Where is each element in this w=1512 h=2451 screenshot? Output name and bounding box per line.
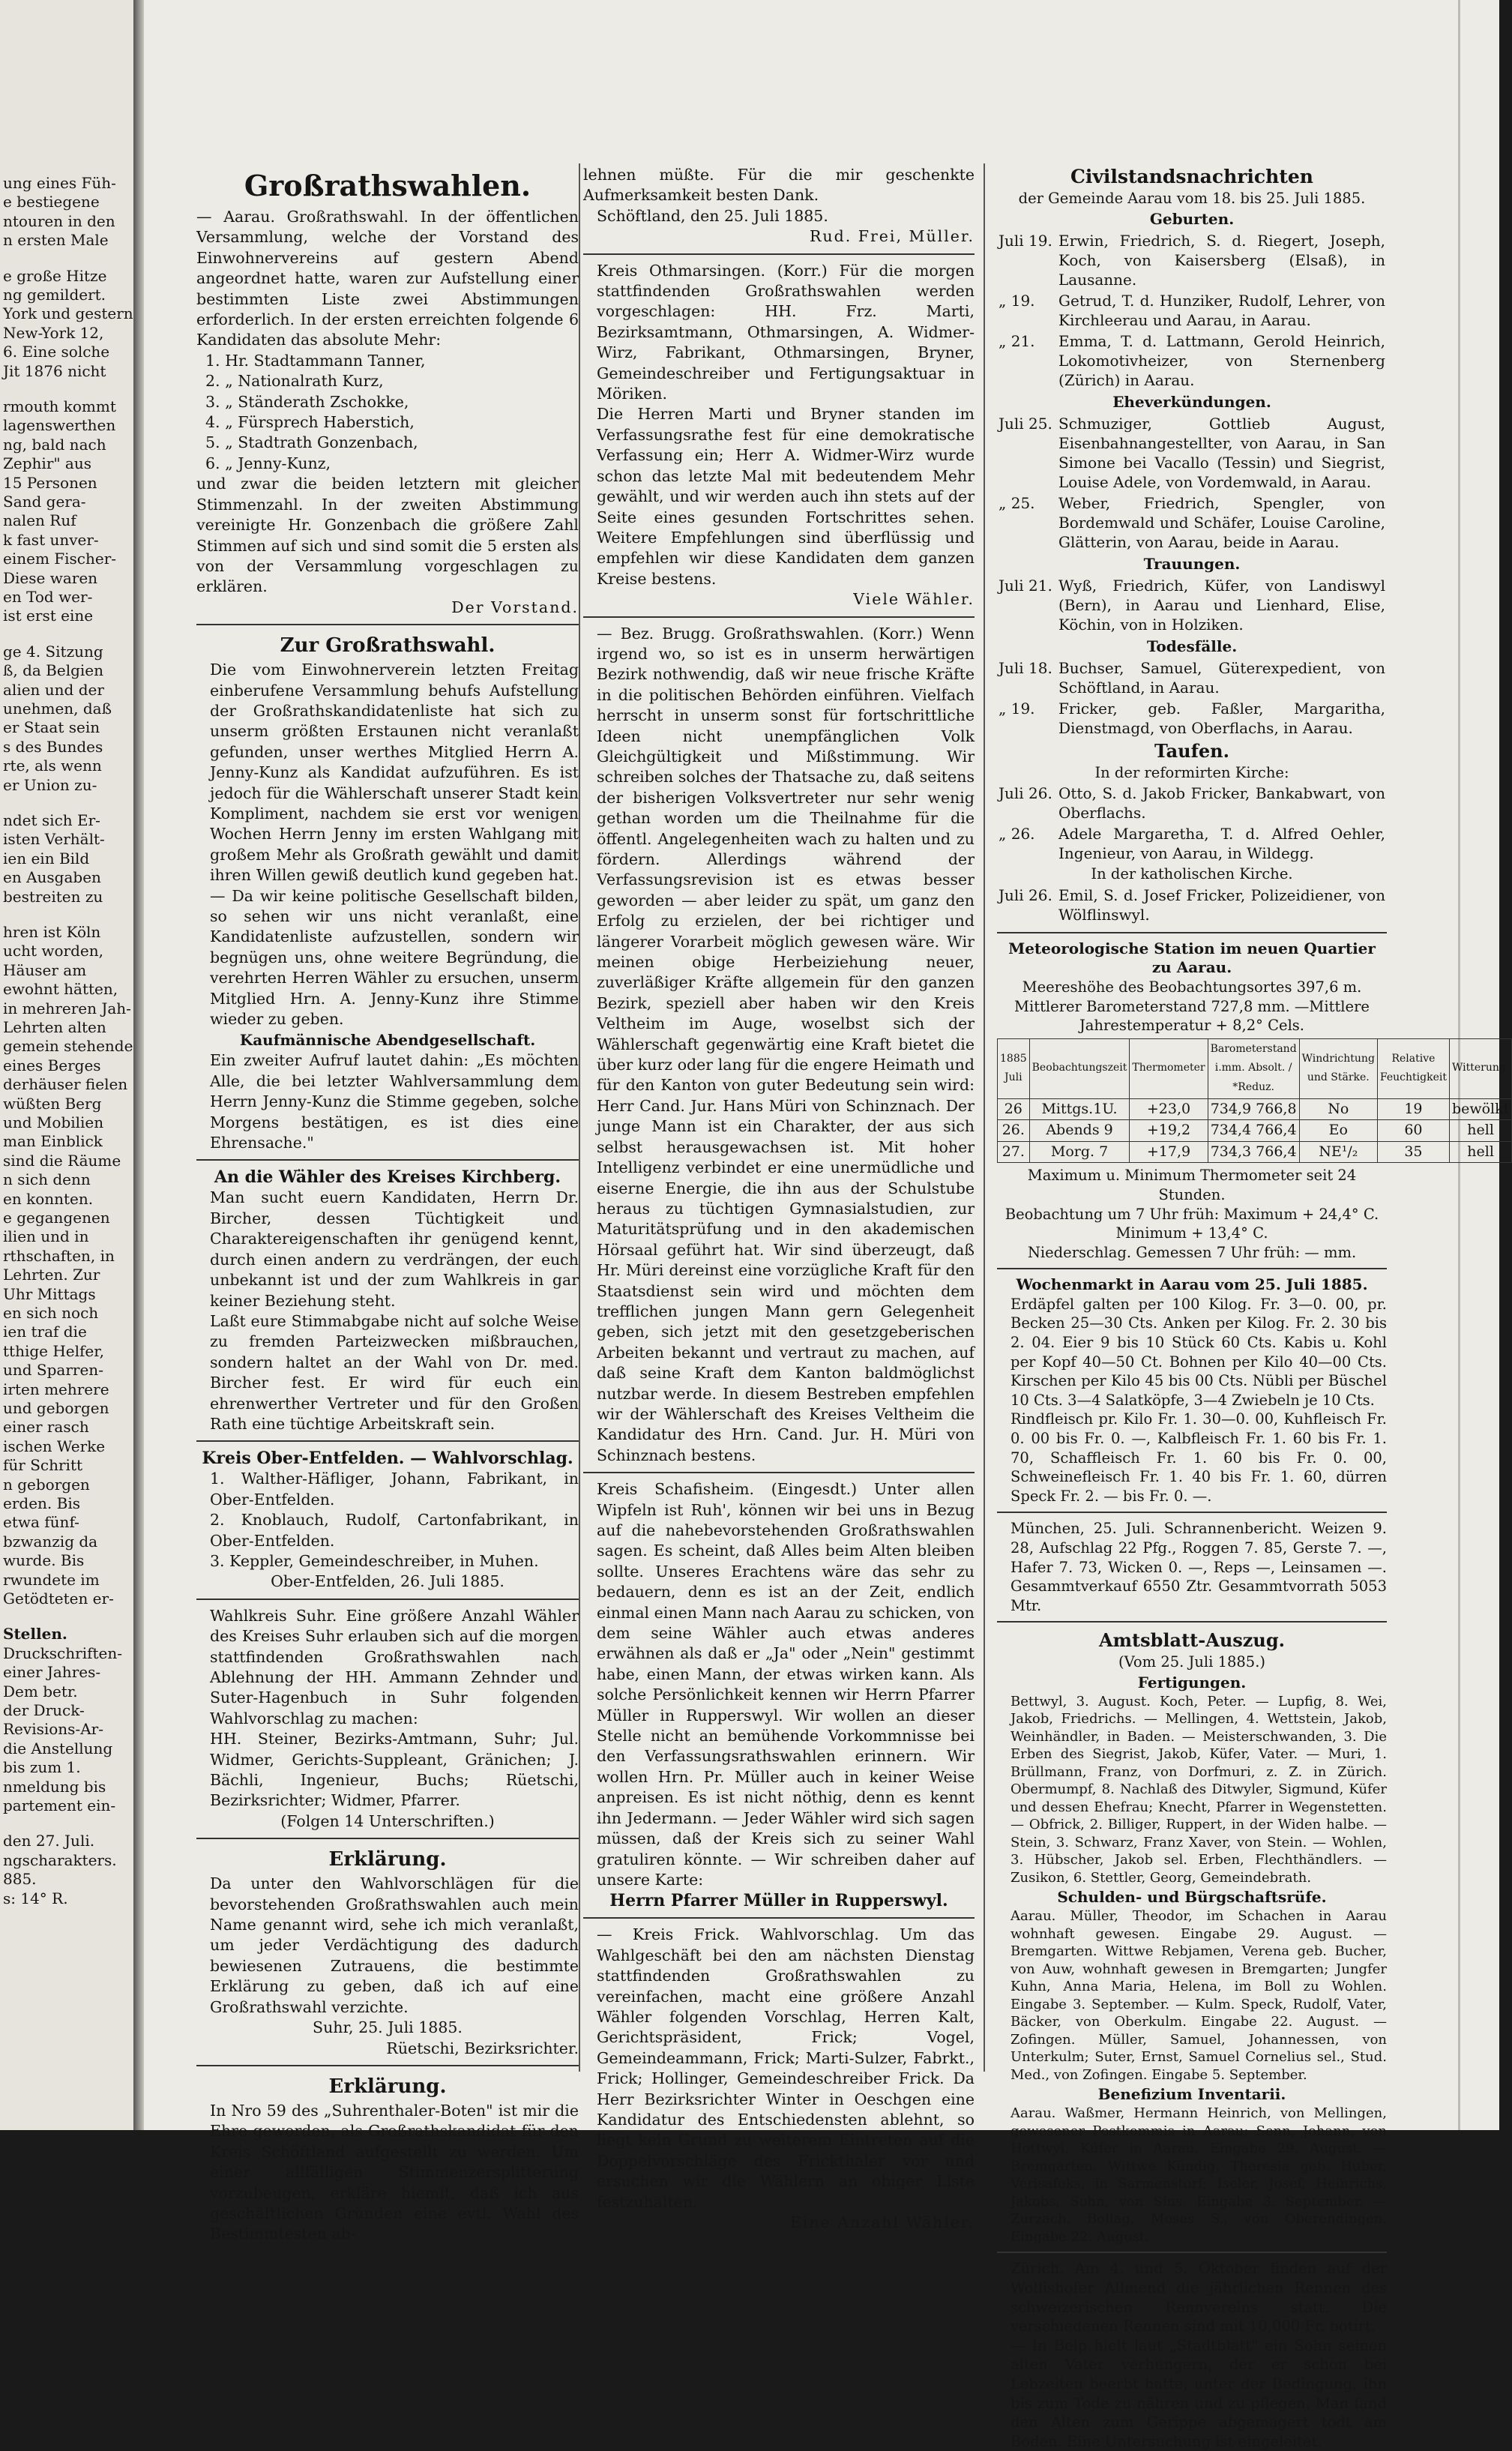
article-zurich: Zürich. Am 4. und 5. Oktober finden auf der Wollishofer Allmend die jährlichen Rennen des schweizerischen Rennvereins statt. Die verschiedenen Rennen sind mit 10,000 Fr. botirt. [1010,2260,1387,2336]
article-wahlkreis-suhr: Wahlkreis Suhr. Eine größere Anzahl Wähler des Kreises Suhr erlauben sich auf die morgen stattfindenden Großrathswahlen nach Ablehnung der HH. Ammann Zehnder und Suter-Hagenbuch in Suhr folgenden Wahlvorschlag zu machen: [210,1606,579,1727]
fragment-line: für Schritt [3,1456,83,1475]
weather-note: Maximum u. Minimum Thermometer seit 24 Stunden. [1027,1167,1357,1203]
divider [196,1159,579,1161]
divider [583,253,975,255]
table-cell: 35 [1377,1141,1449,1163]
article-paragraph: Ein zweiter Aufruf lautet dahin: „Es möchten Alle, die bei letzter Wahlversammlung dem Herrn Jenny-Kunz die Stimme gegeben, solche Morgens bestätigen, es ist dies eine Ehrensache." [210,1051,579,1152]
column-header: Witterung. [1449,1038,1511,1098]
divider [196,624,579,625]
divider [997,1621,1387,1623]
entry-text: Emil, S. d. Josef Fricker, Polizeidiener, von Wölflinswyl. [1058,885,1385,924]
market-prices: Erdäpfel galten per 100 Kilog. Fr. 3—0. 00, pr. Becken 25—30 Cts. Anken per Kilog. Fr. 2. 30 bis 2. 04. Eier 9 bis 10 Stück 60 Cts. Kabis u. Kohl per Kopf 40—50 Ct. Bohnen per Kilo 40—00 Cts. Kirschen per Kilo 45 bis 00 Cts. Nübli per Büschel 10 Cts. 3—4 Salatköpfe, 3—4 Zwiebeln je 10 Cts. [1010,1295,1387,1409]
fragment-line: ilien und in [3,1227,89,1246]
divider [997,1268,1387,1269]
entry-date: Juli 25. [999,414,1052,433]
fragment-line: Jit 1876 nicht [3,361,106,380]
article-paragraph: Man sucht euern Kandidaten, Herrn Dr. Bircher, dessen Tüchtigkeit und Charaktereigenschaften ihr genügend kennt, durch einen andern zu verdrängen, der euch unbekannt ist und der zum Wahlkreis in gar keiner Beziehung steht. [210,1188,579,1310]
signature: Eine Anzahl Wähler. [789,2213,975,2231]
signature: Kaufmännische Abendgesellschaft. [239,1031,536,1050]
divider [997,2252,1387,2253]
column-header: Relative Feuchtigkeit [1377,1038,1449,1098]
entry-date: Juli 21. [999,576,1052,595]
table-cell: 734,3 766,4 [1208,1141,1299,1163]
headline-erklaerung-1: Erklärung. [328,1848,447,1871]
divider [583,1472,975,1473]
table-cell: Abends 9 [1029,1120,1130,1142]
fragment-line: York und gestern [3,304,133,323]
signature: Rüetschi, Bezirksrichter. [386,2039,579,2057]
fragment-line: ung eines Füh- [3,174,116,192]
deaths-table [997,657,1387,739]
fragment-line: er Staat sein [3,718,100,737]
entry-text: Schmuziger, Gottlieb August, Eisenbahnangestellter, von Aarau, in San Simone bei Vacallo (Tessin) und Siegrist, Louise Adele, von Vordemwald, in Aarau. [1058,414,1385,491]
table-row [999,414,1385,492]
column-rule-1 [579,163,580,2072]
article-paragraph: Laßt eure Stimmabgabe nicht auf solche Weise zu fremden Parteizwecken mißbrauchen, sondern haltet an der Wahl von Dr. med. Bircher fest. Er wird für euch ein ehrenwerther Vertreter und für den Großen Rath eine tüchtige Arbeitskraft sein. [210,1311,579,1433]
table-cell: 60 [1377,1120,1449,1142]
table-cell: 19 [1377,1098,1449,1120]
signature: Viele Wähler. [853,590,975,609]
table-cell: +17,9 [1130,1141,1208,1163]
entry-text: Weber, Friedrich, Spengler, von Bordemwald und Schäfer, Louise Caroline, Glätterin, von Aarau, beide in Aarau. [1058,493,1385,551]
previous-page-edge [0,0,136,2130]
fragment-line: Zephir" aus [3,454,91,473]
entry-date: Juli 19. [999,231,1052,250]
fragment-line: etwa fünf- [3,1513,79,1532]
banns-table [997,412,1387,553]
table-cell: hell [1449,1120,1511,1142]
marriages-table [997,574,1387,636]
fragment-line: und geborgen [3,1399,109,1417]
fragment-line: en sich noch [3,1304,99,1322]
list-item: 1. Walther-Häfliger, Johann, Fabrikant, in Ober-Entfelden. [210,1470,579,1509]
fragment-line: derhäuser fielen [3,1075,128,1094]
article-paragraph: Da unter den Wahlvorschlägen für die bevorstehenden Großrathswahlen auch mein Name genannt wird, sehe ich mich veranlaßt, um jeder Verdächtigung des dadurch bewiesenen Zutrauens, die bestimmte Erklärung zu geben, daß ich auf eine Großrathswahl verzichte. [210,1874,579,2016]
table-row [999,291,1385,330]
divider [196,1838,579,1839]
entry-text: Otto, S. d. Jakob Fricker, Bankabwart, von Oberflachs. [1058,784,1385,822]
fragment-line: en konnten. [3,1189,94,1208]
table-cell: No [1299,1098,1377,1120]
baptisms-catholic-table [997,884,1387,926]
headline-meteorological-station: Meteorologische Station im neuen Quartier zu Aarau. [1008,939,1376,977]
fragment-line: eines Berges [3,1056,101,1074]
section-deaths: Todesfälle. [1146,637,1238,655]
subheading: In der reformirten Kirche: [1094,763,1289,781]
fragment-line: Druckschriften- [3,1643,123,1662]
table-row [998,1141,1512,1163]
fragment-line: alien und der [3,680,104,699]
column-header: Windrichtung und Stärke. [1299,1038,1377,1098]
entry-text: Erwin, Friedrich, S. d. Riegert, Joseph, Koch, von Kaisersberg (Elsaß), in Lausanne. [1058,231,1385,289]
table-row [999,658,1385,697]
fragment-line: en Ausgaben [3,868,101,887]
fragment-line: rmouth kommt [3,397,116,415]
section-benefizium: Benefizium Inventarii. [1097,2085,1286,2104]
munich-report: München, 25. Juli. Schrannenbericht. Weizen 9. 28, Aufschlag 22 Pfg., Roggen 7. 85, Gerste 7. —, Hafer 7. 73, Wicken 0. —, Reps —, Leinsamen —. Gesammtverkauf 6550 Ztr. Gesammtvorrath 5053 Mtr. [1010,1520,1387,1614]
fragment-line: e gegangenen [3,1209,110,1227]
article-belp: — In Belp hielt laut „Stadtblatt" ein Sohn seinen alten Vater verhungern, der er schon bei Lebzeiten beerbt hatte, unter der Bedingung, ihn bis zum Tode zu nähren und zu pflegen. Man fand den Alten zum Gerippe abgemagert todt am Boden. Eine Untersuchung ist eingeleitet. [1010,2336,1387,2450]
fragment-line: e große Hitze [3,266,107,285]
fragment-line: ist erst eine [3,607,94,625]
fragment-line: 6. Eine solche [3,343,110,361]
table-cell: +19,2 [1130,1120,1208,1142]
table-row [999,784,1385,822]
fragment-line: Lehrten alten [3,1018,106,1036]
fragment-line: en Tod wer- [3,588,93,606]
weather-table [997,1038,1512,1164]
fragment-line: wurde. Bis [3,1551,85,1570]
list-item: 3. Keppler, Gemeindeschreiber, in Muhen. [210,1551,539,1570]
table-row [998,1098,1512,1120]
entry-text: Adele Margaretha, T. d. Alfred Oehler, Ingenieur, von Aarau, in Wildegg. [1058,825,1385,863]
fragment-line: New-York 12, [3,323,104,342]
entry-text: Getrud, T. d. Hunziker, Rudolf, Lehrer, von Kirchleerau und Aarau, in Aarau. [1058,291,1385,329]
divider [997,1512,1387,1513]
dateline: Suhr, 25. Juli 1885. [313,2018,463,2037]
fragment-line: ge 4. Sitzung [3,642,103,661]
headline-market: Wochenmarkt in Aarau vom 25. Juli 1885. [1016,1275,1368,1294]
divider [196,1599,579,1600]
article-schafisheim: Kreis Schafisheim. (Eingesdt.) Unter allen Wipfeln ist Ruh', können wir bei uns in Bezug auf die nahebevorstehenden Großrathswahlen sagen. Es scheint, daß Alles beim Alten bleiben sollte. Unseres Erachtens wäre das sehr zu bedauern, denn es ist an der Zeit, endlich einmal einen Mann nach Aarau zu schicken, von dem seine Wähler auch etwas anderes erwähnen als daß er „Ja" oder „Nein" gestimmt habe, einen Mann, der etwas wirken kann. Als solche Persönlichkeit kennen wir Herrn Pfarrer Müller in Rupperswyl. Wir wollen an dieser Stelle nicht an bemühende Vorkommnisse bei den Verfassungsrathswahlen erinnern. Wir wollen Hrn. Pr. Müller auch in keiner Weise anpreisen. Es ist nicht nöthig, denn es kennt ihn Jedermann. — Jeder Wähler wird sich sagen müssen, daß der Kreis sich zu seiner Wahl gratuliren könnte. — Wir schreiben daher auf unsere Karte: [597,1480,975,1889]
table-cell: 27. [998,1141,1030,1163]
fragment-line: in mehreren Jah- [3,999,131,1017]
binding-gutter [133,0,144,2130]
fragment-line: ien traf die [3,1323,87,1341]
fragment-line: s des Bundes [3,737,103,756]
fragment-line: Lehrten. Zur [3,1266,100,1284]
divider [583,1917,975,1919]
fragment-line: wüßten Berg [3,1094,102,1113]
headline-kirchberg: An die Wähler des Kreises Kirchberg. [214,1167,561,1188]
fragment-line: ien ein Bild [3,849,90,867]
table-cell: +23,0 [1130,1098,1208,1120]
fragment-line: rte, als wenn [3,757,102,775]
entry-text: Wyß, Friedrich, Küfer, von Landiswyl (Bern), in Aarau und Lienhard, Elise, Köchin, von in Holziken. [1058,576,1385,634]
column-header: Barometerstand i.mm. Absolt. / *Reduz. [1208,1038,1299,1098]
weather-note: Niederschlag. Gemessen 7 Uhr früh: — mm. [1027,1243,1357,1261]
column-2 [583,165,975,2233]
fragment-line: tthige Helfer, [3,1341,104,1360]
entry-date: Juli 26. [999,784,1052,803]
fragment-line: Revisions-Ar- [3,1720,103,1739]
table-cell: 734,4 766,4 [1208,1120,1299,1142]
fragment-line: bis zum 1. [3,1758,81,1777]
section-banns: Eheverkündungen. [1112,392,1271,411]
list-item: 3. „ Ständerath Zschokke, [205,392,409,411]
list-item: 6. „ Jenny-Kunz, [205,454,331,472]
fragment-line: die Anstellung [3,1739,113,1757]
section-schulden: Schulden- und Bürgschaftsrüfe. [1057,1888,1327,1907]
table-row [999,576,1385,634]
article-paragraph: Die vom Einwohnerverein letzten Freitag einberufene Versammlung behufs Aufstellung der Großrathskandidatenliste hat sich zu unserm größten Erstaunen nicht veranlaßt gefunden, unser werthes Mitglied Herrn A. Jenny-Kunz als Kandidat aufzuführen. Es ist jedoch für die Wählerschaft unserer Stadt kein Kompliment, nachdem sie erst vor wenigen Wochen Herrn Jenny im ersten Wahlgang mit großem Mehr als Großrath gewählt und damit ihren Willen gewiß deutlich kund gegeben hat. — Da wir keine politische Gesellschaft bilden, so sehen wir uns nicht veranlaßt, eine Kandidatenliste aufzustellen, sondern wir begnügen uns, ohne weitere Begründung, die verehrten Herren Wähler zu ersuchen, unserm Mitglied Hrn. A. Jenny-Kunz ihre Stimme wieder zu geben. [210,661,579,1029]
fragment-line: ß, da Belgien [3,661,104,680]
article-frick: — Kreis Frick. Wahlvorschlag. Um das Wahlgeschäft bei den am nächsten Dienstag stattfindenden Großrathswahlen zu vereinfachen, macht eine größere Anzahl Wähler folgenden Vorschlag, Herren Kalt, Gerichtspräsident, Frick; Vogel, Gemeindeammann, Frick; Marti-Sulzer, Fabrkt., Frick; Hollinger, Gemeindeschreiber Frick. Da Herr Bezirksrichter Winter in Oeschgen eine Kandidatur des Entschiedensten ablehnt, so liegt kein Grund zu weiterem Eintreten auf die Doppelvorschläge des Frickthaler vor und ersuchen wir die Wählern an obiger Liste festzuhalten. [597,1925,975,2211]
market-prices-meat: Rindfleisch pr. Kilo Fr. 1. 30—0. 00, Kuhfleisch Fr. 0. 00 bis Fr. 0. —, Kalbfleisch Fr. 1. 60 bis Fr. 1. 70, Schaffleisch Fr. 1. 60 bis Fr. 0. 00, Schweinefleisch Fr. 1. 40 bis Fr. 1. 60, dürren Speck Fr. 2. — bis Fr. 0. —. [1010,1410,1387,1505]
subheading: (Vom 25. Juli 1885.) [1118,1653,1266,1671]
fragment-line: ng gemildert. [3,286,106,304]
fertigungen-text: Bettwyl, 3. August. Koch, Peter. — Lupfig, 8. Wei, Jakob, Friedrichs. — Mellingen, 4. Wettstein, Jakob, Weinhändler, in Baden. — Meisterschwanden, 3. Die Erben des Siegrist, Jakob, Küfer, Vater. — Muri, 1. Brüllmann, Franz, von Dorfmuri, z. Z. in Zürich. Obermumpf, 8. Nachlaß des Ditwyler, Sigmund, Küfer und dessen Ehefrau; Knecht, Pfarrer in Wegenstetten. — Obfrick, 2. Billiger, Ruppert, in der Widen halbe. — Stein, 3. Schwarz, Franz Xaver, von Stein. — Wohlen, 3. Hübscher, Jakob sel. Erben, Flechthändlers. — Zusikon, 6. Stettler, Georg, Gemeindebrath. [1010,1693,1387,1886]
divider [196,1440,579,1442]
baptisms-table [997,782,1387,864]
divider [196,2065,579,2066]
fragment-line: der Druck- [3,1701,85,1719]
fragment-line: Dem betr. [3,1682,78,1700]
fragment-line: irten mehrere [3,1380,109,1398]
weather-note: Minimum + 13,4° C. [1115,1224,1268,1242]
fragment-line: Uhr Mittags [3,1284,96,1303]
article-paragraph: und zwar die beiden letztern mit gleicher Stimmenzahl. In der zweiten Abstimmung vereinigte Hr. Gonzenbach die größere Zahl Stimmen auf sich und sind somit die 5 ersten als von der Versammlung vorgeschlagen zu erklären. [196,475,579,596]
table-cell: 734,9 766,8 [1208,1098,1299,1120]
fragment-line: partement ein- [3,1796,116,1814]
table-cell: Eo [1299,1120,1377,1142]
headline-ober-entfelden: Kreis Ober-Entfelden. — Wahlvorschlag. [202,1449,573,1469]
fragment-line: s: 14° R. [3,1889,68,1907]
table-cell: 26 [998,1098,1030,1120]
fragment-line: Getödteten er- [3,1590,114,1608]
headline-pfarrer-mueller: Herrn Pfarrer Müller in Rupperswyl. [609,1891,948,1911]
subheading: In der katholischen Kirche. [1091,865,1293,883]
fragment-line: nmeldung bis [3,1777,106,1796]
article-paragraph: lehnen müßte. Für die mir geschenkte Aufmerksamkeit besten Dank. [583,166,975,205]
column-3 [997,165,1510,2451]
entry-date: „ 26. [999,825,1035,843]
article-aarau-grossrathswahl: — Aarau. Großrathswahl. In der öffentlichen Versammlung, welche der Vorstand des Einwohnervereins auf gestern Abend angeordnet hatte, waren zur Aufstellung einer bestimmten Liste zwei Abstimmungen erforderlich. In der ersten erreichten folgende 6 Kandidaten das absolute Mehr: [196,208,579,349]
divider [583,616,975,618]
section-baptisms: Taufen. [1154,739,1229,762]
fragment-line: rwundete im [3,1570,100,1589]
article-othmarsingen: Kreis Othmarsingen. (Korr.) Für die morgen stattfindenden Großrathswahlen werden vorgeschlagen: HH. Frz. Marti, Bezirksamtmann, Othmarsingen, A. Widmer-Wirz, Fabrikant, Othmarsingen, Bryner, Gemeindeschreiber und Fertigungsaktuar in Möriken. [597,261,975,403]
article-paragraph: HH. Steiner, Bezirks-Amtmann, Suhr; Jul. Widmer, Gerichts-Suppleant, Gränichen; J. Bächli, Ingenieur, Buchs; Rüetschi, Bezirksrichter; Widmer, Pfarrer. [210,1730,579,1810]
fragment-line: bzwanzig da [3,1532,98,1551]
signature: Rud. Frei, Müller. [809,227,975,246]
column-header: Thermometer [1130,1038,1208,1098]
fragment-line: k fast unver- [3,530,99,549]
table-row [998,1120,1512,1142]
weather-note: Beobachtung um 7 Uhr früh: Maximum + 24,4° C. [1005,1205,1379,1223]
table-row [999,885,1385,924]
fragment-line: gemein stehende [3,1037,133,1056]
fragment-line: n geborgen [3,1475,90,1494]
column-header: Beobachtungszeit [1029,1038,1130,1098]
fragment-line: ewohnt hätten, [3,980,118,999]
entry-text: Buchser, Samuel, Güterexpedient, von Schöftland, in Aarau. [1058,658,1385,697]
headline-civilstand: Civilstandsnachrichten [1070,166,1313,187]
list-item: 5. „ Stadtrath Gonzenbach, [205,433,418,452]
fragment-line: e bestiegene [3,193,100,211]
table-row [999,331,1385,390]
dateline: Schöftland, den 25. Juli 1885. [597,206,828,225]
subheading: der Gemeinde Aarau vom 18. bis 25. Juli 1885. [1018,190,1366,207]
candidate-list [196,351,579,474]
fragment-line: lagenswerthen [3,416,116,435]
fragment-line: er Union zu- [3,775,97,794]
list-item: 2. Knoblauch, Rudolf, Cartonfabrikant, in Ober-Entfelden. [210,1511,579,1550]
fragment-line: isten Verhält- [3,830,105,849]
table-row [999,493,1385,552]
divider [997,932,1387,933]
fragment-line: einer rasch [3,1418,89,1437]
fragment-line: Stellen. [3,1625,67,1643]
subheading: Meereshöhe des Beobachtungsortes 397,6 m. Mittlerer Barometerstand 727,8 mm. —Mittlere Jahrestemperatur + 8,2° Cels. [1014,978,1370,1035]
section-marriages: Trauungen. [1143,554,1241,573]
fragment-line: ischen Werke [3,1437,106,1455]
column-1 [196,165,579,2245]
births-table [997,229,1387,391]
fragment-line: man Einblick [3,1132,103,1151]
fragment-line: Diese waren [3,568,98,587]
table-cell: bewölkt [1449,1098,1511,1120]
fragment-line: rthschaften, in [3,1246,115,1265]
fragment-line: unehmen, daß [3,700,112,718]
headline-zur-grossrathswahl: Zur Großrathswahl. [280,634,496,658]
fragment-line: ng, bald nach [3,435,106,454]
fragment-line: nalen Ruf [3,511,76,530]
section-births: Geburten. [1149,209,1235,228]
headline-amtsblatt: Amtsblatt-Auszug. [1099,1629,1285,1652]
list-item: 2. „ Nationalrath Kurz, [205,372,384,391]
table-row [999,824,1385,863]
headline-grossrathswahlen: Großrathswahlen. [244,169,531,202]
fragment-line: ndet sich Er- [3,811,100,829]
schulden-text: Aarau. Müller, Theodor, im Schachen in Aarau wohnhaft gewesen. Eingabe 29. August. — Bremgarten. Wittwe Rebjamen, Verena geb. Bucher, von Auw, wohnhaft gewesen in Bremgarten; Jungfer Kuhn, Anna Maria, Helena, im Boll zu Wohlen. Eingabe 3. September. — Kulm. Speck, Rudolf, Vater, Bäcker, von Oberkulm. Eingabe 22. August. — Zofingen. Müller, Samuel, Johannessen, von Unterkulm; Suter, Ernst, Samuel Cornelius sel., Stud. Med., von Zofingen. Eingabe 5. September. [1010,1908,1387,2083]
fragment-line: und Sparren- [3,1361,103,1380]
entry-date: „ 19. [999,699,1035,718]
fragment-line: ucht worden, [3,942,103,960]
table-cell: Morg. 7 [1029,1141,1130,1163]
signature: Der Vorstand. [451,598,579,616]
article-paragraph: Die Herren Marti und Bryner standen im Verfassungsrathe fest für eine demokratische Verfassung ein; Herr A. Widmer-Wirz wurde schon das letzte Mal mit bedeutendem Mehr gewählt, und wir werden auch ihn stets auf der Seite eines gesunden Fortschrittes sehen. Weitere Empfehlungen sind überflüssig und empfehlen wir diese Kandidaten dem ganzen Kreise bestens. [597,405,975,588]
fragment-line: einem Fischer- [3,550,117,568]
table-cell: 26. [998,1120,1030,1142]
fragment-line: 885. [3,1870,37,1889]
fragment-line: n sich denn [3,1170,91,1189]
fragment-line: 15 Personen [3,473,97,492]
dateline: Ober-Entfelden, 26. Juli 1885. [271,1572,504,1591]
table-row [999,231,1385,289]
list-item: 1. Hr. Stadtammann Tanner, [205,351,426,370]
entry-date: Juli 18. [999,658,1052,677]
table-cell: hell [1449,1141,1511,1163]
column-header: 1885 Juli [998,1038,1030,1098]
entry-text: Fricker, geb. Faßler, Margaritha, Dienstmagd, von Oberflachs, in Aarau. [1058,699,1385,737]
fragment-line: ngscharakters. [3,1850,117,1869]
fragment-line: bestreiten zu [3,887,103,906]
fragment-line: sind die Räume [3,1151,121,1170]
article-paragraph: In Nro 59 des „Suhrenthaler-Boten" ist mir die Ehre geworden, als Großrathskandidat für den Kreis Schöftland aufgestellt zu werden. Um einer allfälligen Stimmenzersplitterung vorzubeugen, erkläre hiemit, daß ich aus geschäftlichen Gründen eine evtl. Wahl des Bestimmtesten ab- [210,2101,579,2243]
column-rule-2 [984,163,985,2072]
table-cell: NE¹/₂ [1299,1141,1377,1163]
fragment-line: hren ist Köln [3,923,101,941]
fragment-line: Sand gera- [3,493,86,511]
signature: (Folgen 14 Unterschriften.) [280,1811,495,1830]
fragment-line: ntouren in den [3,211,115,230]
fragment-line: und Mobilien [3,1113,104,1131]
table-cell: Mittgs.1U. [1029,1098,1130,1120]
entry-date: Juli 26. [999,885,1052,904]
fragment-line: Häuser am [3,960,87,979]
fragment-line: erden. Bis [3,1494,80,1512]
benefizium-text: Aarau. Waßmer, Hermann Heinrich, von Mellingen, gewesener Postkommis in Aarau; Senn, Johann, von Hottwyl, Küfer in Aarau. Eingabe 29. August. — Bremgarten. Wittwe Kündig, Theresia geb. Huber, Verisafoks, in Sarmenstorf; Iseler, Josef, Heinrichs, Jakobs, Sohn, von Sins. Eingabe 3. September. — Zurzach. Bollag, Moses S., von Oberendingen. Eingabe 22. August. [1010,2105,1387,2245]
fragment-line: n ersten Male [3,231,109,250]
entry-date: „ 21. [999,331,1035,350]
entry-text: Emma, T. d. Lattmann, Gerold Heinrich, Lokomotivheizer, von Sternenberg (Zürich) in Aarau. [1058,331,1385,389]
entry-date: „ 19. [999,291,1035,310]
fragment-line: den 27. Juli. [3,1832,95,1850]
headline-erklaerung-2: Erklärung. [328,2075,447,2098]
table-row [999,699,1385,738]
entry-date: „ 25. [999,493,1035,512]
fragment-line: einer Jahres- [3,1663,101,1682]
article-brugg: — Bez. Brugg. Großrathswahlen. (Korr.) Wenn irgend wo, so ist es in unserm herwärtigen Bezirk nothwendig, daß wir neue frische Kräfte in die politischen Behörden einführen. Vielfach herrscht in unserm sonst für fortschrittliche Ideen nicht unempfänglichen Volk Gleichgültigkeit und Mißstimmung. Wir schreiben solches der Thatsache zu, daß seitens der bisherigen Volksvertreter nur sehr wenig gethan worden um die Theilnahme für die öffentl. Angelegenheiten wach zu halten und zu fördern. Allerdings während der Verfassungsrevision ist es etwas besser geworden — aber leider zu spät, um ganz den Erfolg zu erzielen, der bei richtiger und längerer Vorarbeit möglich gewesen wäre. Wir meinen obige Herbeiziehung neuer, zuverläßiger Kräfte allgemein für den ganzen Bezirk, speziell aber haben wir den Kreis Veltheim im Auge, woselbst sich der Wählerschaft gegenwärtig eine Kraft bietet die über kurz oder lang für die engere Heimath und für den Kanton von guter Bedeutung sein wird: Herr Cand. Jur. Hans Müri von Schinznach. Der junge Mann ist ein Charakter, der aus sich selbst herausgewachsen ist. Mit hoher Intelligenz verbindet er eine unermüdliche und eiserne Energie, die ihn aus der Schulstube heraus zu tüchtigen Gymnasialstudien, zur Maturitätsprüfung und in den akademischen Hörsaal geführt hat. Wir sind überzeugt, daß Hr. Müri dereinst eine vorzügliche Kraft für den Staatsdienst sein wird und möchten dem trefflichen jungen Mann gern Gelegenheit geben, sich jetzt mit den gesetzgeberischen Arbeiten bekannt und vertraut zu machen, auf daß seine Kraft dem Kanton baldmöglichst nutzbar werde. In diesem Bestreben empfehlen wir der Wählerschaft des Kreises Veltheim die Kandidatur des Hrn. Cand. Jur. H. Müri von Schinznach bestens. [597,624,975,1464]
section-fertigungen: Fertigungen. [1137,1673,1247,1691]
list-item: 4. „ Fürsprech Haberstich, [205,413,415,432]
